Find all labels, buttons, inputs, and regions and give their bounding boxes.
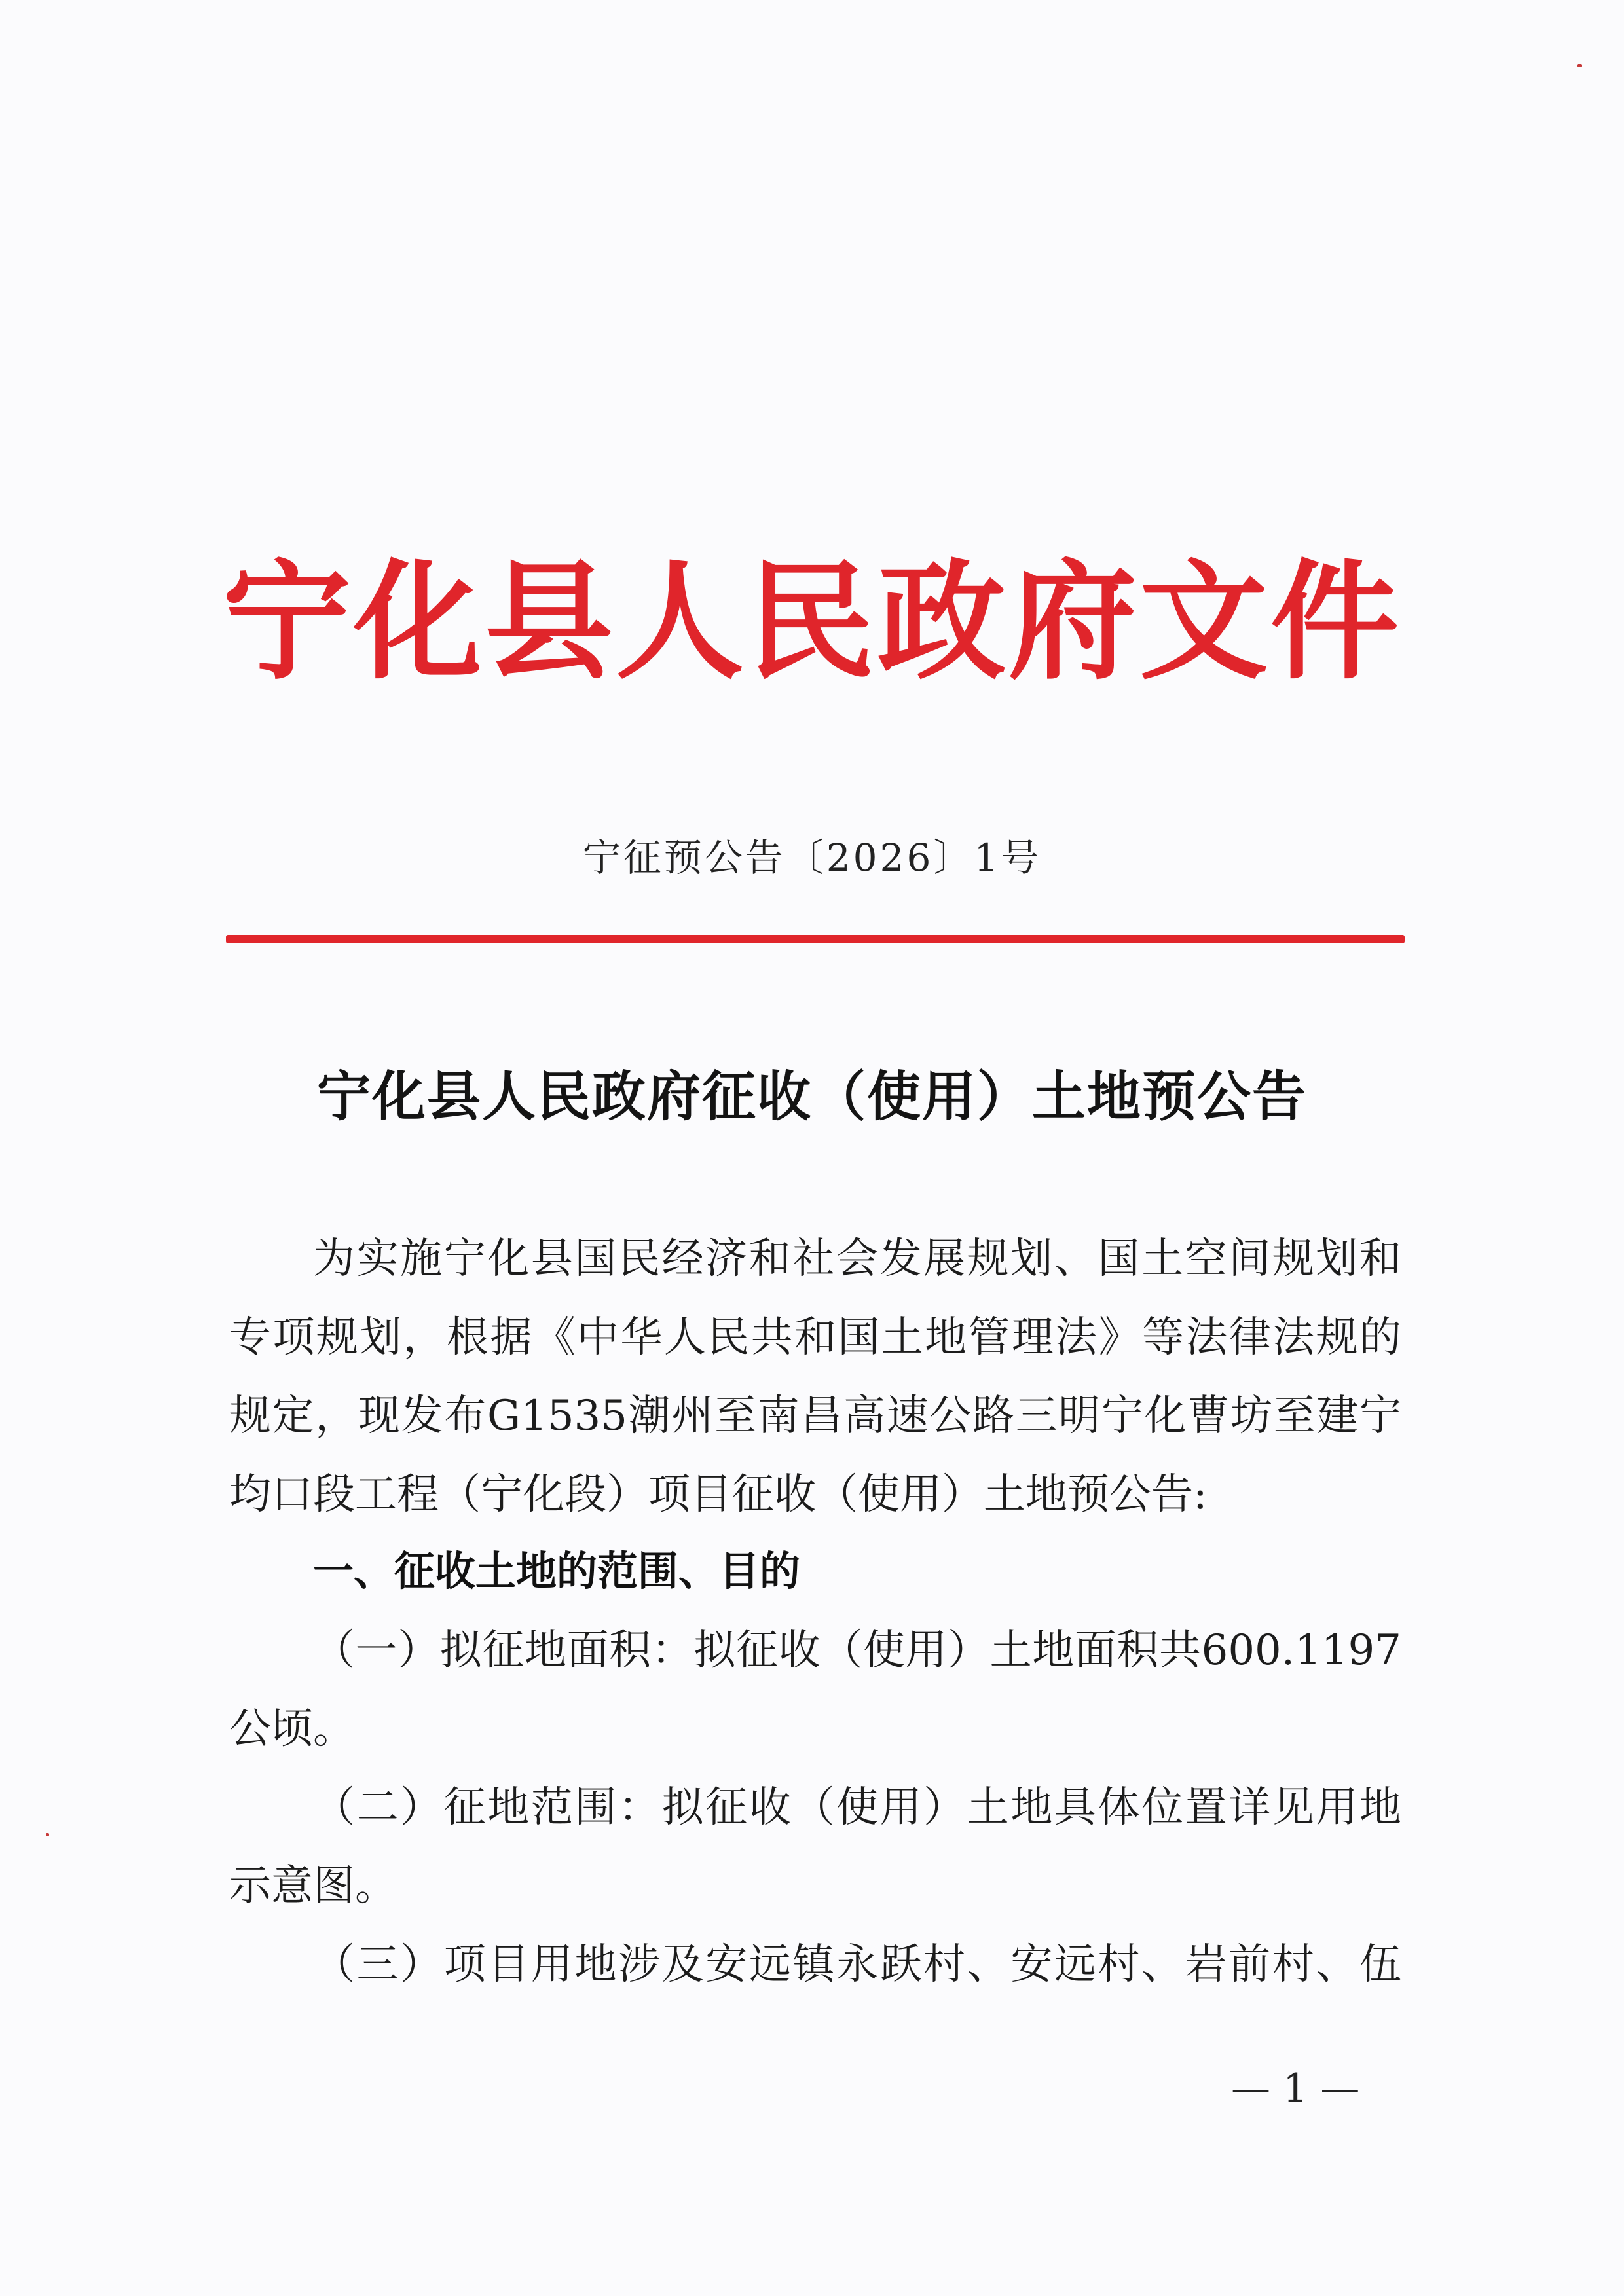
body-line-1: 为实施宁化县国民经济和社会发展规划、国土空间规划和 xyxy=(313,1235,1401,1283)
body-line-2: 专项规划，根据《中华人民共和国土地管理法》等法律法规的 xyxy=(229,1313,1401,1362)
body-line-9: 示意图。 xyxy=(229,1862,397,1910)
body-line-8: （二）征地范围：拟征收（使用）土地具体位置详见用地 xyxy=(313,1783,1401,1832)
body-line-4: 均口段工程（宁化段）项目征收（使用）土地预公告: xyxy=(229,1470,1208,1519)
body-line-10: （三）项目用地涉及安远镇永跃村、安远村、岩前村、伍 xyxy=(313,1941,1401,1989)
body-line-6: （一）拟征地面积：拟征收（使用）土地面积共600.1197 xyxy=(313,1626,1401,1675)
document-number: 宁征预公告〔2026〕1号 xyxy=(582,835,1042,880)
body-line-7: 公顷。 xyxy=(229,1705,355,1753)
section-heading-1: 一、征收土地的范围、目的 xyxy=(313,1547,801,1595)
body-line-3: 规定，现发布G1535潮州至南昌高速公路三明宁化曹坊至建宁 xyxy=(229,1392,1401,1440)
notice-title: 宁化县人民政府征收（使用）土地预公告 xyxy=(316,1065,1307,1128)
scan-speck xyxy=(1577,64,1582,67)
issuer-header-title: 宁化县人民政府文件 xyxy=(222,547,1401,697)
red-separator-rule xyxy=(226,935,1405,943)
scan-speck xyxy=(46,1833,49,1836)
page-number: — 1 — xyxy=(1231,2066,1360,2111)
